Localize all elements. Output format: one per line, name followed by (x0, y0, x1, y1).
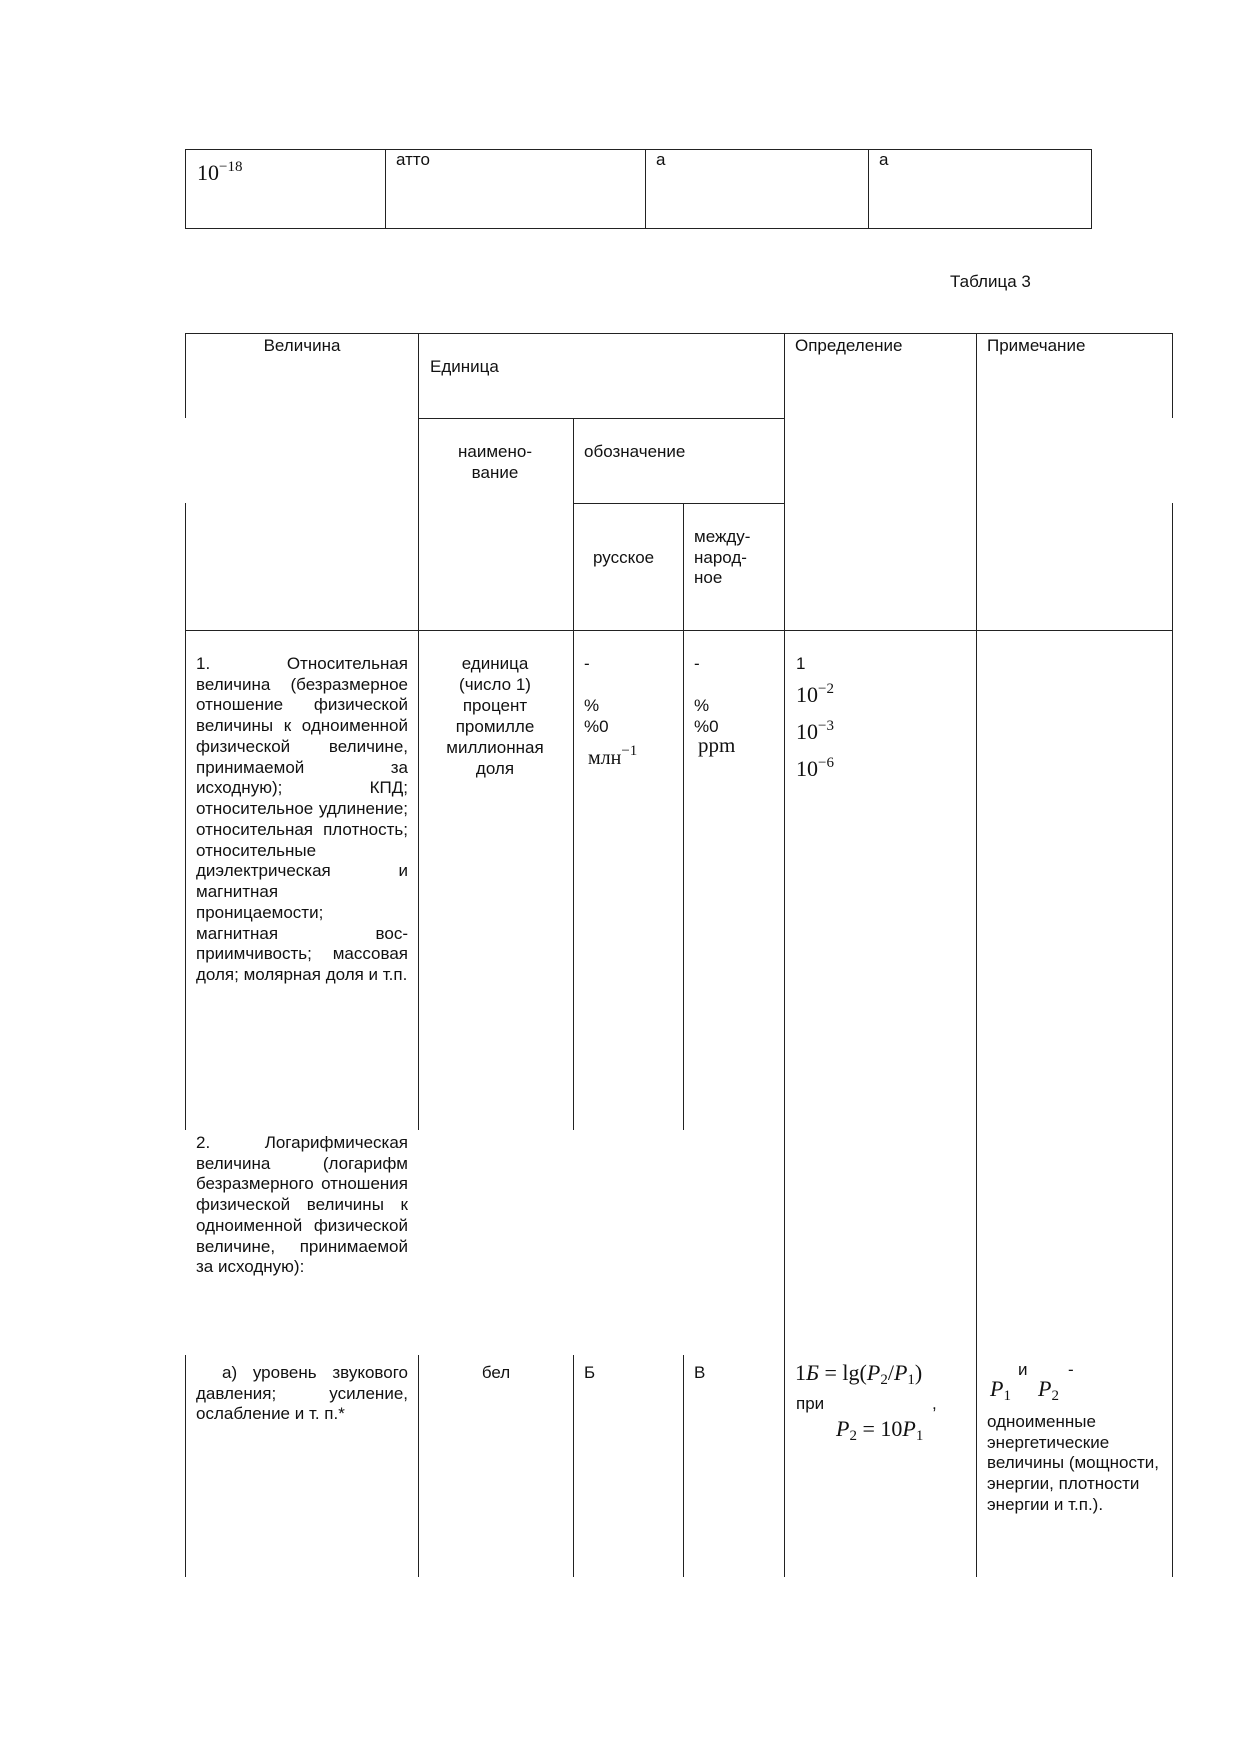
divider (1172, 503, 1173, 630)
divider (185, 630, 186, 1130)
divider (784, 333, 785, 1577)
row1-unit-names (425, 654, 565, 780)
row3-def-at: при (796, 1394, 825, 1413)
header-designation: обозначение (584, 442, 686, 461)
row1-ru-line (584, 675, 609, 696)
prefix-symbol-int: а (879, 150, 889, 169)
divider (683, 1355, 684, 1577)
row3-note-and: и (1018, 1360, 1028, 1379)
row3-note-dash: - (1068, 1360, 1074, 1379)
header-definition: Определение (795, 336, 903, 355)
row1-international (694, 654, 719, 738)
row3-note-text: одноименные энергетические величины (мощности, энергии, плотности энергии и т.п.). (987, 1412, 1159, 1514)
header-name: наимено-вание (458, 442, 532, 482)
divider (573, 1355, 574, 1577)
row3-def-formula: $1Б = \lg(P_2/P_1)$ (795, 1360, 923, 1388)
row1-ru-ppm: млн$^{-1}$ (588, 743, 638, 769)
header-russian: русское (593, 548, 655, 567)
row3-note-p2: $P_2$ (1038, 1376, 1059, 1404)
row2-quantity: 2. Логарифмическая величина (логарифм безразмерного отношения физической величины к одноименной физической величине, принимаемой за исходную): (196, 1133, 408, 1277)
divider (385, 149, 386, 229)
prefix-symbol-ru: а (656, 150, 666, 169)
row3-quantity: а) уровень звукового давления; усиление, ослабление и т. п.* (196, 1363, 408, 1424)
row1-name-line: единица (461, 654, 529, 673)
divider (976, 333, 977, 1577)
row1-def-power: $10^{-2}$ (796, 681, 834, 707)
row3-def-comma: , (932, 1394, 937, 1413)
divider (185, 503, 186, 630)
header-unit: Единица (430, 357, 499, 376)
prefix-name: атто (396, 150, 430, 169)
divider (418, 1355, 419, 1577)
divider (573, 418, 574, 1130)
row1-intl-ppm: ppm (698, 733, 736, 757)
divider (683, 503, 684, 1130)
row1-name-line: (число 1) (459, 675, 531, 694)
divider (185, 630, 1173, 631)
header-quantity: Величина (263, 336, 341, 355)
header-note: Примечание (987, 336, 1086, 355)
row1-intl-line: % (694, 696, 710, 715)
row3-international: В (694, 1363, 706, 1382)
divider (185, 333, 1173, 334)
row3-def-condition: $P_2 = 10P_1$ (836, 1416, 924, 1444)
row1-intl-line (694, 675, 719, 696)
row1-name-line: промилле (455, 717, 535, 736)
row1-def-power: $10^{-3}$ (796, 718, 834, 744)
row1-name-line: доля (475, 759, 515, 778)
row1-ru-line: % (584, 696, 600, 715)
divider (185, 1355, 186, 1577)
divider (1172, 630, 1173, 1577)
table-caption: Таблица 3 (950, 272, 1031, 291)
row1-quantity: 1. Относительная величина (безразмерное отношение физической величины к одноименной физической величине, принимаемой за исходную); КПД; относительное удлинение; относительная плотность; относительные диэлектрическая и магнитная проницаемости; магнитная вос-приимчивость; массовая доля; молярная доля и т.п. (196, 654, 408, 985)
row3-russian: Б (584, 1363, 596, 1382)
prefix-factor: $10^{-18}$ (197, 159, 243, 185)
divider (1172, 333, 1173, 418)
row1-def-power: $10^{-6}$ (796, 755, 834, 781)
row3-unit-name: бел (481, 1363, 511, 1382)
prefix-table-border (185, 149, 1092, 229)
row3-note-p1: $P_1$ (990, 1376, 1011, 1404)
divider (573, 503, 784, 504)
header-international: между-народ-ное (694, 527, 751, 588)
divider (418, 333, 419, 1130)
row1-russian (584, 654, 609, 738)
divider (418, 418, 784, 419)
row1-name-line: процент (462, 696, 528, 715)
row1-ru-line: %0 (584, 717, 609, 736)
divider (645, 149, 646, 229)
row1-def-one: 1 (796, 654, 806, 673)
row1-ru-line: - (584, 654, 590, 673)
row1-intl-line: %0 (694, 717, 719, 736)
row1-name-line: миллионная (446, 738, 544, 757)
row1-intl-line: - (694, 654, 700, 673)
divider (868, 149, 869, 229)
